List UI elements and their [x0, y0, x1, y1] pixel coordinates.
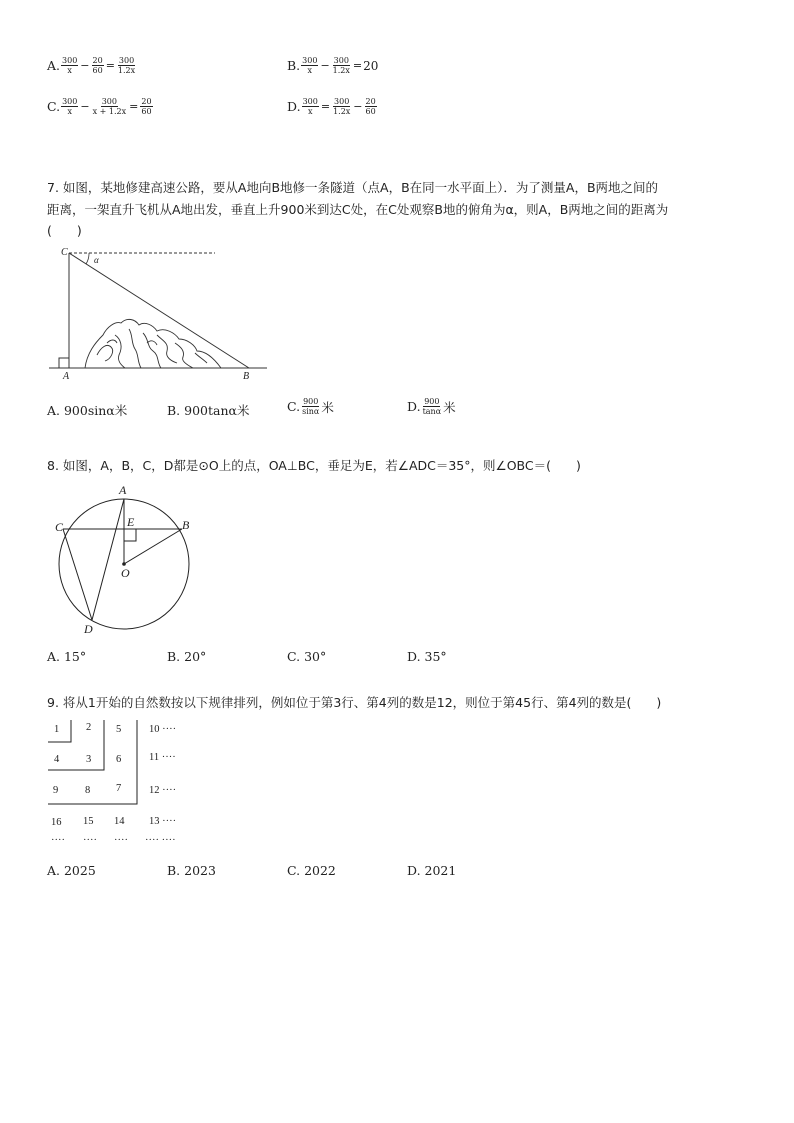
- grid-cell: 11 ····: [149, 752, 176, 763]
- q9-stem: 9. 将从1开始的自然数按以下规律排列，例如位于第3行、第4列的数是12，则位于第45行、第4列的数是( ): [47, 695, 662, 710]
- rhs-value: 20: [363, 58, 379, 73]
- option-label: D.: [407, 399, 421, 414]
- grid-cell: 7: [116, 783, 122, 794]
- q6-option-b[interactable]: [287, 56, 378, 75]
- fraction: $\frac{20}{60}$: [141, 97, 152, 116]
- fraction: $\frac{300}{1.2x}$: [333, 97, 351, 116]
- q6-option-c[interactable]: [47, 97, 154, 116]
- q9-option-b[interactable]: B. 2023: [167, 863, 216, 878]
- grid-cell: ···· ····: [145, 835, 176, 846]
- grid-cell: ····: [114, 835, 128, 846]
- option-label: B.: [287, 58, 301, 73]
- fraction: $\frac{300}{x + 1.2x}$: [92, 97, 127, 116]
- equals: =: [320, 100, 331, 113]
- angle-alpha-arc: [86, 253, 89, 264]
- label-e: E: [127, 515, 135, 529]
- q7-option-d[interactable]: [407, 397, 456, 416]
- q9-option-a[interactable]: A. 2025: [47, 863, 96, 878]
- label-b: B: [243, 371, 250, 381]
- right-angle-mark: [124, 529, 136, 541]
- unit: 米: [443, 399, 456, 415]
- grid-cell: 10 ····: [149, 724, 177, 735]
- fraction: $\frac{20}{60}$: [365, 97, 376, 116]
- q9-option-d[interactable]: D. 2021: [407, 863, 457, 878]
- operator: −: [320, 59, 330, 72]
- grid-cell: 14: [114, 816, 125, 827]
- segment-ob: [124, 529, 182, 564]
- q6-option-d[interactable]: [287, 97, 378, 116]
- label-alpha: α: [94, 255, 99, 265]
- grid-cell: 4: [54, 754, 60, 765]
- fraction: $\frac{300}{x}$: [62, 56, 78, 75]
- grid-cell: 13 ····: [149, 816, 177, 827]
- option-label: A.: [47, 58, 61, 73]
- option-label: D.: [287, 99, 301, 114]
- grid-cell: 5: [116, 724, 122, 735]
- grid-cell: 16: [51, 817, 62, 828]
- grid-cell: 9: [53, 785, 59, 796]
- label-b: B: [182, 518, 190, 532]
- segment-cd: [63, 529, 92, 620]
- q7-option-b[interactable]: B. 900tanα米: [167, 403, 250, 418]
- fraction: $\frac{300}{1.2x}$: [117, 56, 136, 75]
- equals: =: [105, 59, 115, 72]
- equals: =: [129, 100, 139, 113]
- q8-option-c[interactable]: C. 30°: [287, 649, 327, 664]
- right-angle-mark: [59, 358, 69, 368]
- label-c: C: [61, 247, 68, 258]
- grid-cell: 2: [86, 722, 92, 733]
- q6-option-a[interactable]: [47, 56, 137, 75]
- fraction: $\frac{300}{1.2x}$: [332, 56, 350, 75]
- grid-cell: 1: [54, 724, 60, 735]
- grid-cell: ····: [51, 835, 65, 846]
- operator: −: [80, 100, 90, 113]
- label-c: C: [55, 520, 64, 534]
- fraction: $\frac{300}{x}$: [302, 56, 318, 75]
- grid-cell: ····: [83, 835, 97, 846]
- q8-option-b[interactable]: B. 20°: [167, 649, 207, 664]
- operator: −: [80, 59, 90, 72]
- grid-cell: 15: [83, 816, 94, 827]
- fraction: $\frac{300}{x}$: [62, 97, 78, 116]
- q7-option-a[interactable]: A. 900sinα米: [47, 403, 128, 418]
- label-o: O: [121, 566, 130, 580]
- grid-cell: 12 ····: [149, 785, 177, 796]
- q8-option-d[interactable]: D. 35°: [407, 649, 447, 664]
- label-d: D: [84, 622, 93, 636]
- fraction: $\frac{900}{\sin\alpha}$: [302, 397, 320, 416]
- q8-figure: [50, 482, 200, 640]
- segment-cb: [69, 253, 249, 368]
- q7-figure: [45, 243, 275, 381]
- fraction: $\frac{300}{x}$: [302, 97, 318, 116]
- q7-stem-line-3: ( ): [47, 223, 82, 238]
- label-a: A: [63, 371, 70, 381]
- q8-stem: 8. 如图，A，B，C，D都是⊙O上的点，OA⊥BC，垂足为E，若∠ADC＝35°，则∠OBC＝( ): [47, 458, 581, 473]
- grid-cell: 6: [116, 754, 122, 765]
- label-a: A: [119, 483, 127, 497]
- q7-option-c[interactable]: [287, 397, 334, 416]
- mountain-icon: [85, 319, 221, 368]
- operator: −: [353, 100, 363, 113]
- segment-ad: [92, 499, 124, 620]
- grid-cell: 3: [86, 754, 92, 765]
- option-label: C.: [287, 399, 301, 414]
- fraction: $\frac{20}{60}$: [92, 56, 103, 75]
- q7-stem-line-1: 7. 如图，某地修建高速公路，要从A地向B地修一条隧道（点A，B在同一水平面上）．为了测量A，B两地之间的: [47, 180, 659, 195]
- grid-cell: 8: [85, 785, 91, 796]
- q9-number-grid: [45, 718, 195, 848]
- q8-option-a[interactable]: A. 15°: [47, 649, 87, 664]
- fraction: $\frac{900}{\tan\alpha}$: [422, 397, 442, 416]
- option-label: C.: [47, 99, 61, 114]
- unit: 米: [321, 399, 334, 415]
- q9-option-c[interactable]: C. 2022: [287, 863, 336, 878]
- q7-stem-line-2: 距离，一架直升飞机从A地出发，垂直上升900米到达C处，在C处观察B地的俯角为α，则A，B两地之间的距离为: [47, 202, 669, 217]
- equals: =: [352, 59, 363, 72]
